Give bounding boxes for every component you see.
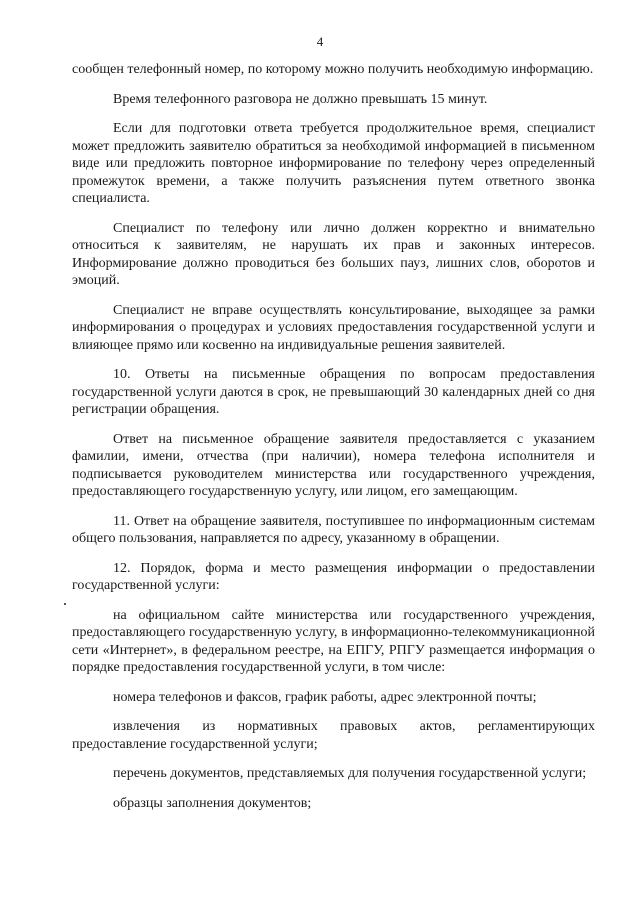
list-item-phones: номера телефонов и факсов, график работы, адрес электронной почты; (113, 689, 537, 705)
paragraph-item-10: 10. Ответы на письменные обращения по вопросам предоставления государственной услуги даются в срок, не превышающий 30 календарных дней со дня регистрации обращения. (72, 367, 595, 417)
page-number: 4 (316, 34, 324, 49)
paragraph-continuation: сообщен телефонный номер, по которому можно получить необходимую информацию. (72, 62, 594, 77)
paragraph-item-12: 12. Порядок, форма и место размещения информации о предоставлении государственной услуги: (72, 560, 595, 593)
paragraph-written-answer: Ответ на письменное обращение заявителя предоставляется с указанием фамилии, имени, отчества (при наличии), номера телефона исполнителя и подписывается руководителем министерства или государственного учреждения, предоставляющего государственную услугу, или лицом, его замещающим. (72, 431, 595, 499)
document-body (72, 61, 595, 824)
paragraph-item-11: 11. Ответ на обращение заявителя, поступившее по информационным системам общего пользования, направляется по адресу, указанному в обращении. (72, 513, 595, 546)
paragraph-specialist-conduct: Специалист по телефону или лично должен корректно и внимательно относиться к заявителям, не нарушать их прав и законных интересов. Информирование должно проводиться без больших пауз, лишних слов, оборотов и эмоций. (72, 220, 595, 288)
list-item-form-samples: образцы заполнения документов; (113, 795, 312, 811)
scan-speck (64, 603, 66, 605)
list-item-legal-extracts: извлечения из нормативных правовых актов, регламентирующих предоставление государственной услуги; (72, 719, 595, 752)
paragraph-long-preparation: Если для подготовки ответа требуется продолжительное время, специалист может предложить заявителю обратиться за необходимой информацией в письменном виде или предложить повторное информирование по телефону через определенный промежуток времени, а также получить разъяснения путем ответного звонка специалиста. (72, 121, 595, 206)
paragraph-call-duration: Время телефонного разговора не должно превышать 15 минут. (113, 91, 488, 107)
paragraph-official-site: на официальном сайте министерства или государственного учреждения, предоставляющего государственную услугу, в информационно-телекоммуникационной сети «Интернет», в федеральном реестре, на ЕПГУ, РПГУ размещается информация о порядке предоставления государственной услуги, в том числе: (72, 607, 595, 675)
list-item-documents-list: перечень документов, представляемых для получения государственной услуги; (113, 766, 587, 781)
paragraph-consultation-limits: Специалист не вправе осуществлять консультирование, выходящее за рамки информирования о процедурах и условиях предоставления государственной услуги и влияющее прямо или косвенно на индивидуальные решения заявителей. (72, 302, 595, 353)
